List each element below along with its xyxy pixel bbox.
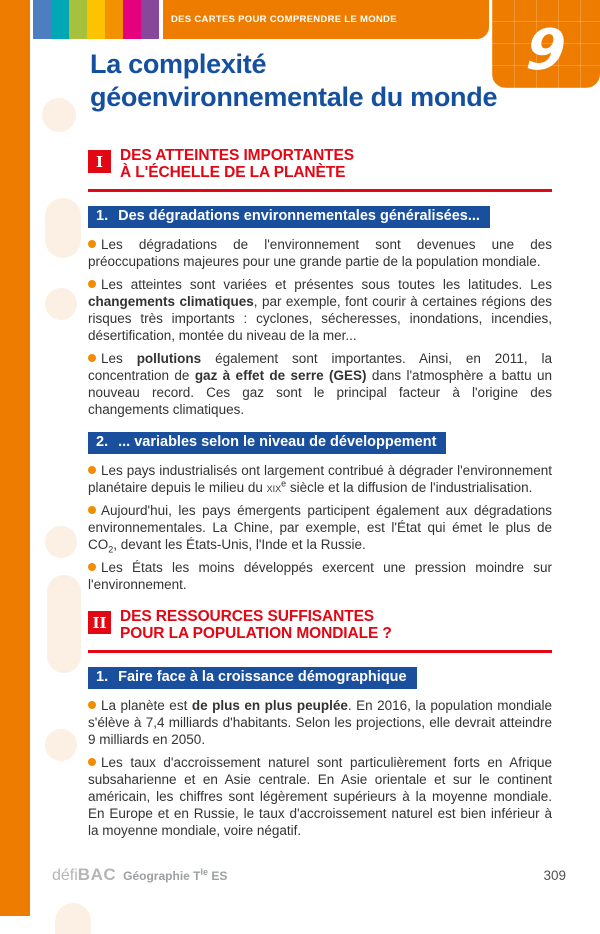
decorative-blob bbox=[47, 575, 81, 673]
section-1-title-line1: DES ATTEINTES IMPORTANTES bbox=[120, 147, 355, 164]
paragraph-text: Les dégradations de l'environnement sont devenues une des préoccupations majeures pour une grande partie de la population mondiale. bbox=[88, 237, 552, 269]
paragraph bbox=[88, 236, 552, 270]
left-margin-bar bbox=[0, 0, 30, 916]
decorative-blob bbox=[45, 526, 77, 558]
color-stripe bbox=[87, 0, 105, 39]
bullet-icon bbox=[88, 506, 96, 514]
chapter-number: 9 bbox=[523, 18, 568, 83]
section-2-numeral-badge: II bbox=[88, 611, 111, 634]
decorative-blob bbox=[45, 729, 77, 761]
subsection-number: 2. bbox=[96, 434, 109, 450]
paragraph-text: Les pays industrialisés ont largement contribué à dégrader l'environnement planétaire depuis le milieu du xix$^e$ siècle et la diffusion de l'industrialisation. bbox=[88, 463, 552, 495]
brand-main: BAC bbox=[77, 865, 117, 884]
bullet-icon bbox=[88, 701, 96, 709]
section-1-title-line2: À L'ÉCHELLE DE LA PLANÈTE bbox=[120, 163, 346, 181]
subsection-banner bbox=[88, 432, 446, 454]
paragraph bbox=[88, 350, 552, 418]
top-banner bbox=[163, 0, 489, 39]
section-rule bbox=[88, 650, 552, 653]
brand-prefix: défi bbox=[52, 867, 78, 884]
paragraph bbox=[88, 276, 552, 344]
section-1-heading bbox=[88, 148, 552, 181]
bullet-icon bbox=[88, 240, 96, 248]
section-2-title bbox=[120, 609, 392, 642]
page-footer bbox=[52, 865, 566, 885]
subsection-banner bbox=[88, 206, 490, 228]
page-title bbox=[90, 48, 570, 114]
decorative-blob bbox=[45, 288, 77, 320]
color-stripe bbox=[69, 0, 87, 39]
color-stripe bbox=[105, 0, 123, 39]
paragraph-text: Aujourd'hui, les pays émergents participent également aux dégradations environnementales. La Chine, par exemple, est l'État qui émet le plus de $CO_2$, devant les États-Unis, l'Inde et la Russie. bbox=[88, 503, 552, 555]
subject-sup: le bbox=[200, 867, 208, 877]
section-2-heading bbox=[88, 609, 552, 642]
decorative-blob bbox=[42, 98, 76, 132]
subsection-number: 1. bbox=[96, 208, 109, 224]
subsection-label: ... variables selon le niveau de développement bbox=[118, 434, 437, 450]
bullet-icon bbox=[88, 563, 96, 571]
page-title-line1: La complexité bbox=[90, 49, 267, 79]
section-2-title-line1: DES RESSOURCES SUFFISANTES bbox=[120, 608, 375, 625]
subsection-number: 1. bbox=[96, 669, 109, 685]
subsection-label: Des dégradations environnementales généralisées... bbox=[118, 208, 480, 224]
paragraph-text: Les États les moins développés exercent une pression moindre sur l'environnement. bbox=[88, 560, 552, 592]
subsection-banner bbox=[88, 667, 417, 689]
decorative-blob bbox=[45, 198, 81, 258]
section-2-title-line2: POUR LA POPULATION MONDIALE ? bbox=[120, 624, 392, 642]
paragraph bbox=[88, 697, 552, 748]
paragraph bbox=[88, 559, 552, 593]
paragraph bbox=[88, 502, 552, 553]
color-stripe bbox=[141, 0, 159, 39]
paragraph-text: Les atteintes sont variées et présentes sous toutes les latitudes. Les changements climatiques, par exemple, font courir à certaines régions des risques très importants : cyclones, sécheresses, inondations, incendies, désertification, montée du niveau de la mer... bbox=[88, 277, 552, 343]
paragraph-text: Les pollutions également sont importantes. Ainsi, en 2011, la concentration de gaz à effet de serre (GES) dans l'atmosphère a battu un nouveau record. Ces gaz sont le principal facteur à l'origine des changements climatiques. bbox=[88, 351, 552, 417]
paragraph bbox=[88, 462, 552, 496]
bullet-icon bbox=[88, 758, 96, 766]
paragraph bbox=[88, 754, 552, 839]
color-stripe bbox=[51, 0, 69, 39]
bullet-icon bbox=[88, 466, 96, 474]
subject-text: Géographie T bbox=[123, 869, 201, 883]
book-subject bbox=[123, 869, 227, 883]
bullet-icon bbox=[88, 280, 96, 288]
page-title-line2: géoenvironnementale du monde bbox=[90, 82, 498, 112]
paragraph-text: La planète est de plus en plus peuplée. En 2016, la population mondiale s'élève à 7,4 milliards d'habitants. Selon les projections, elle devrait atteindre 9 milliards en 2050. bbox=[88, 698, 553, 747]
subsection-label: Faire face à la croissance démographique bbox=[118, 669, 407, 685]
page-number: 309 bbox=[543, 868, 566, 883]
subject-suffix: ES bbox=[208, 869, 228, 883]
section-1-title bbox=[120, 148, 354, 181]
section-rule bbox=[88, 189, 552, 192]
bullet-icon bbox=[88, 354, 96, 362]
paragraph-text: Les taux d'accroissement naturel sont particulièrement forts en Afrique subsaharienne et en Asie centrale. En Asie orientale et sur le continent américain, les chiffres sont légèrement supérieurs à la moyenne mondiale. En Europe et en Russie, le taux d'accroissement naturel est bien inférieur à la moyenne mondiale, voire négatif. bbox=[88, 755, 552, 838]
decorative-blob bbox=[55, 903, 91, 934]
section-1-numeral-badge: I bbox=[88, 150, 111, 173]
color-stripe bbox=[123, 0, 141, 39]
color-stripe bbox=[33, 0, 51, 39]
chapter-kicker: DES CARTES POUR COMPRENDRE LE MONDE bbox=[171, 14, 397, 25]
main-content bbox=[88, 148, 552, 839]
color-strip bbox=[33, 0, 159, 39]
brand-logo bbox=[52, 865, 227, 885]
